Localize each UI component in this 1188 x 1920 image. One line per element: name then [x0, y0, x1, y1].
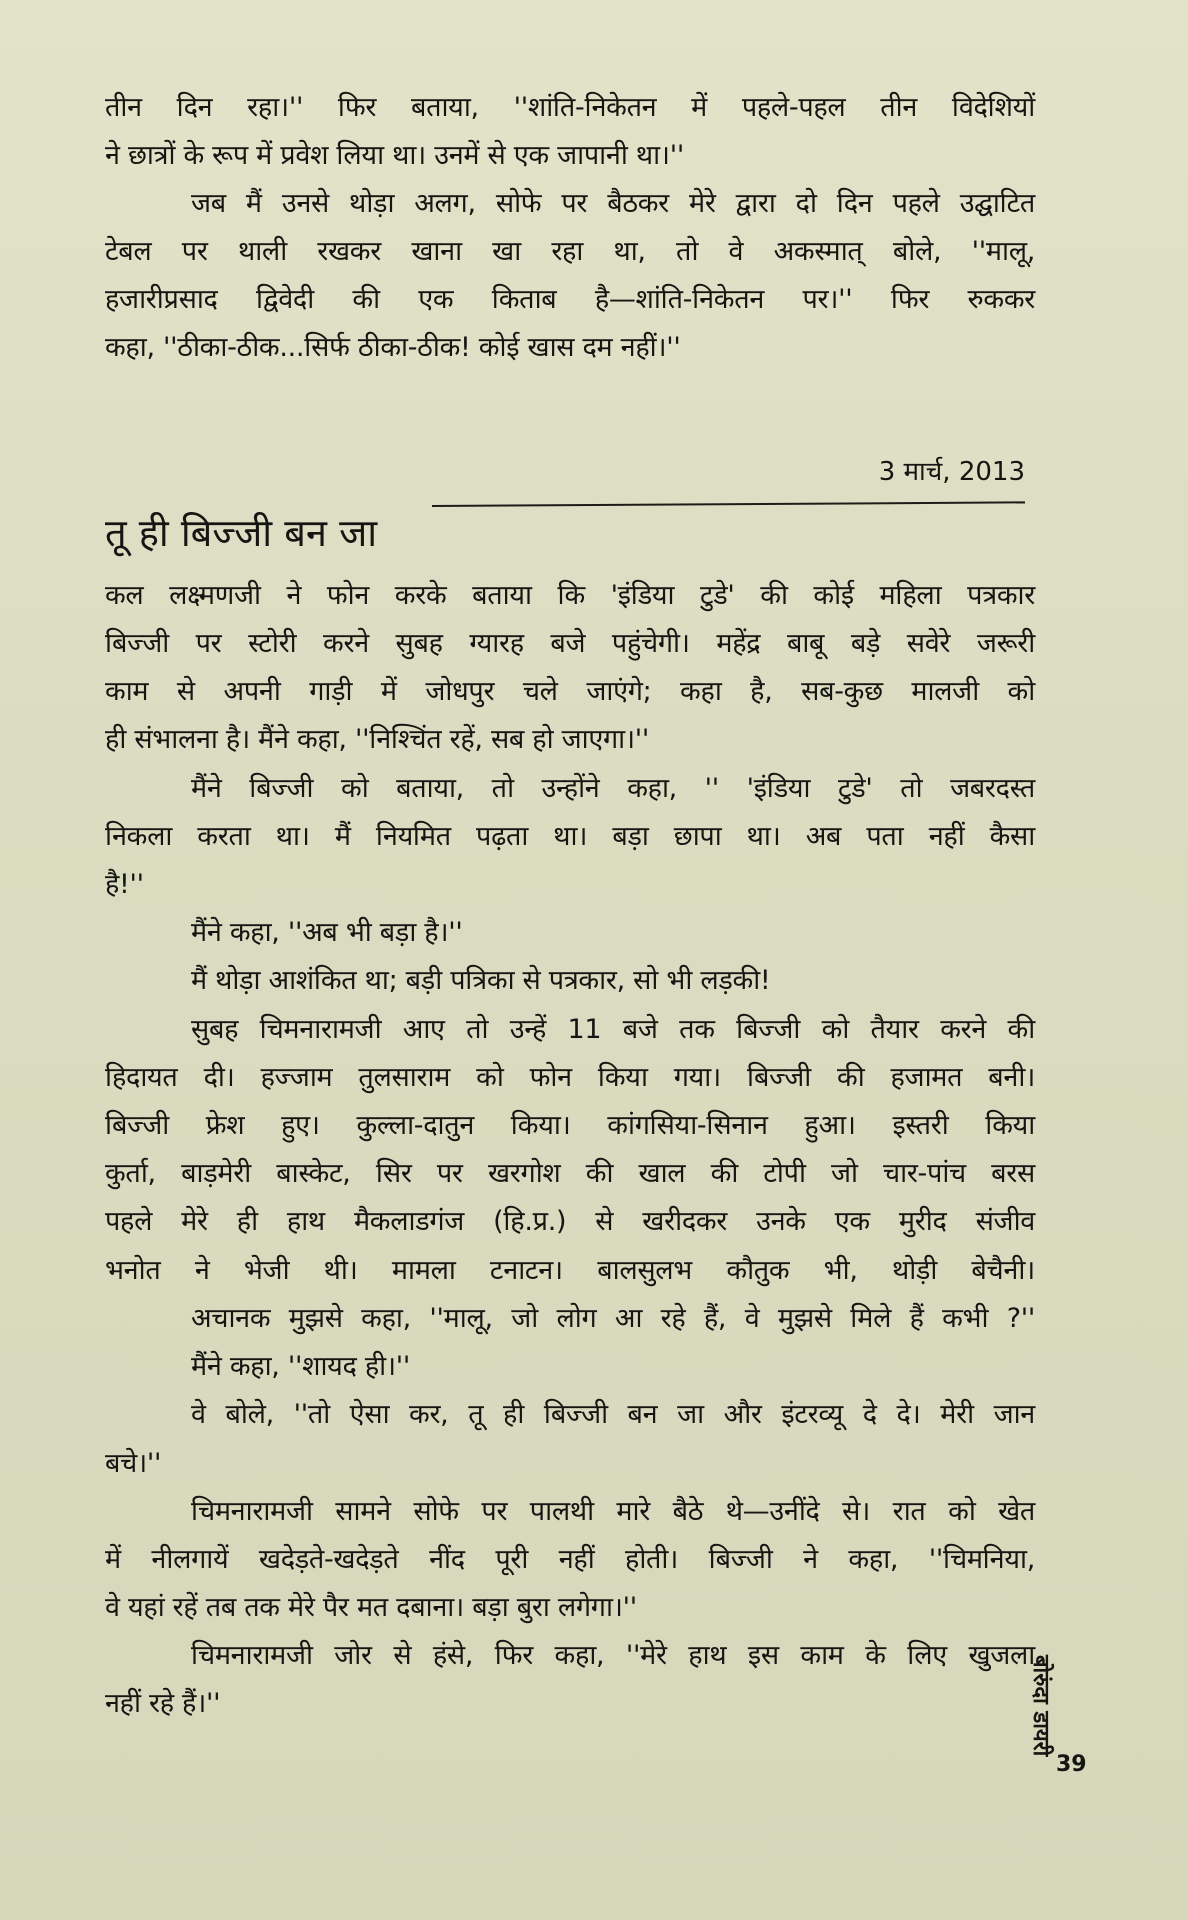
entry-date: 3 मार्च, 2013 — [878, 457, 1025, 487]
text-line: बिज्जी फ्रेश हुए। कुल्ला-दातुन किया। कांगसिया-सिनान हुआ। इस्तरी किया — [105, 1110, 1035, 1141]
text-line: जब मैं उनसे थोड़ा अलग, सोफे पर बैठकर मेरे द्वारा दो दिन पहले उद्घाटित — [191, 188, 1035, 219]
text-line: तीन दिन रहा।'' फिर बताया, ''शांति-निकेतन में पहले-पहल तीन विदेशियों — [105, 92, 1035, 123]
text-line: पहले मेरे ही हाथ मैकलाडगंज (हि.प्र.) से खरीदकर उनके एक मुरीद संजीव — [105, 1206, 1035, 1237]
text-line: है!'' — [105, 869, 144, 900]
text-line: चिमनारामजी जोर से हंसे, फिर कहा, ''मेरे हाथ इस काम के लिए खुजला — [191, 1640, 1035, 1671]
text-line: कहा, ''ठीका-ठीक...सिर्फ ठीका-ठीक! कोई खास दम नहीं।'' — [105, 332, 681, 363]
text-line: टेबल पर थाली रखकर खाना खा रहा था, तो वे अकस्मात् बोले, ''मालू, — [105, 236, 1035, 267]
running-title: बोरुंदा डायरी — [1028, 1655, 1053, 1757]
text-line: भनोत ने भेजी थी। मामला टनाटन। बालसुलभ कौतुक भी, थोड़ी बेचैनी। — [105, 1255, 1035, 1286]
text-line: अचानक मुझसे कहा, ''मालू, जो लोग आ रहे हैं, वे मुझसे मिले हैं कभी ?'' — [191, 1303, 1035, 1334]
text-line: बिज्जी पर स्टोरी करने सुबह ग्यारह बजे पहुंचेगी। महेंद्र बाबू बड़े सवेरे जरूरी — [105, 628, 1035, 659]
text-line: वे बोले, ''तो ऐसा कर, तू ही बिज्जी बन जा और इंटरव्यू दे दे। मेरी जान — [191, 1399, 1035, 1430]
text-line: कल लक्ष्मणजी ने फोन करके बताया कि 'इंडिया टुडे' की कोई महिला पत्रकार — [105, 580, 1035, 611]
text-line: मैंने कहा, ''शायद ही।'' — [191, 1351, 411, 1382]
text-line: वे यहां रहें तब तक मेरे पैर मत दबाना। बड़ा बुरा लगेगा।'' — [105, 1592, 637, 1623]
heading-rule — [432, 501, 1025, 507]
text-line: निकला करता था। मैं नियमित पढ़ता था। बड़ा छापा था। अब पता नहीं कैसा — [105, 821, 1035, 852]
text-line: काम से अपनी गाड़ी में जोधपुर चले जाएंगे; कहा है, सब-कुछ मालजी को — [105, 676, 1035, 707]
text-line: नहीं रहे हैं।'' — [105, 1688, 221, 1719]
text-line: सुबह चिमनारामजी आए तो उन्हें 11 बजे तक बिज्जी को तैयार करने की — [191, 1014, 1035, 1045]
text-line: में नीलगायें खदेड़ते-खदेड़ते नींद पूरी नहीं होती। बिज्जी ने कहा, ''चिमनिया, — [105, 1544, 1035, 1575]
text-line: मैंने कहा, ''अब भी बड़ा है।'' — [191, 917, 463, 948]
page-number: 39 — [1056, 1752, 1087, 1777]
text-line: हजारीप्रसाद द्विवेदी की एक किताब है—शांति-निकेतन पर।'' फिर रुककर — [105, 284, 1035, 315]
text-line: ने छात्रों के रूप में प्रवेश लिया था। उनमें से एक जापानी था।'' — [105, 140, 684, 171]
text-line: मैं थोड़ा आशंकित था; बड़ी पत्रिका से पत्रकार, सो भी लड़की! — [191, 965, 771, 996]
text-line: ही संभालना है। मैंने कहा, ''निश्चिंत रहें, सब हो जाएगा।'' — [105, 724, 650, 755]
text-line: हिदायत दी। हज्जाम तुलसाराम को फोन किया गया। बिज्जी की हजामत बनी। — [105, 1062, 1035, 1093]
text-line: चिमनारामजी सामने सोफे पर पालथी मारे बैठे थे—उनींदे से। रात को खेत — [191, 1496, 1035, 1527]
text-line: कुर्ता, बाड़मेरी बास्केट, सिर पर खरगोश की खाल की टोपी जो चार-पांच बरस — [105, 1158, 1035, 1189]
text-line: मैंने बिज्जी को बताया, तो उन्होंने कहा, '' 'इंडिया टुडे' तो जबरदस्त — [191, 773, 1035, 804]
entry-title: तू ही बिज्जी बन जा — [105, 511, 378, 555]
text-line: बचे।'' — [105, 1448, 162, 1479]
